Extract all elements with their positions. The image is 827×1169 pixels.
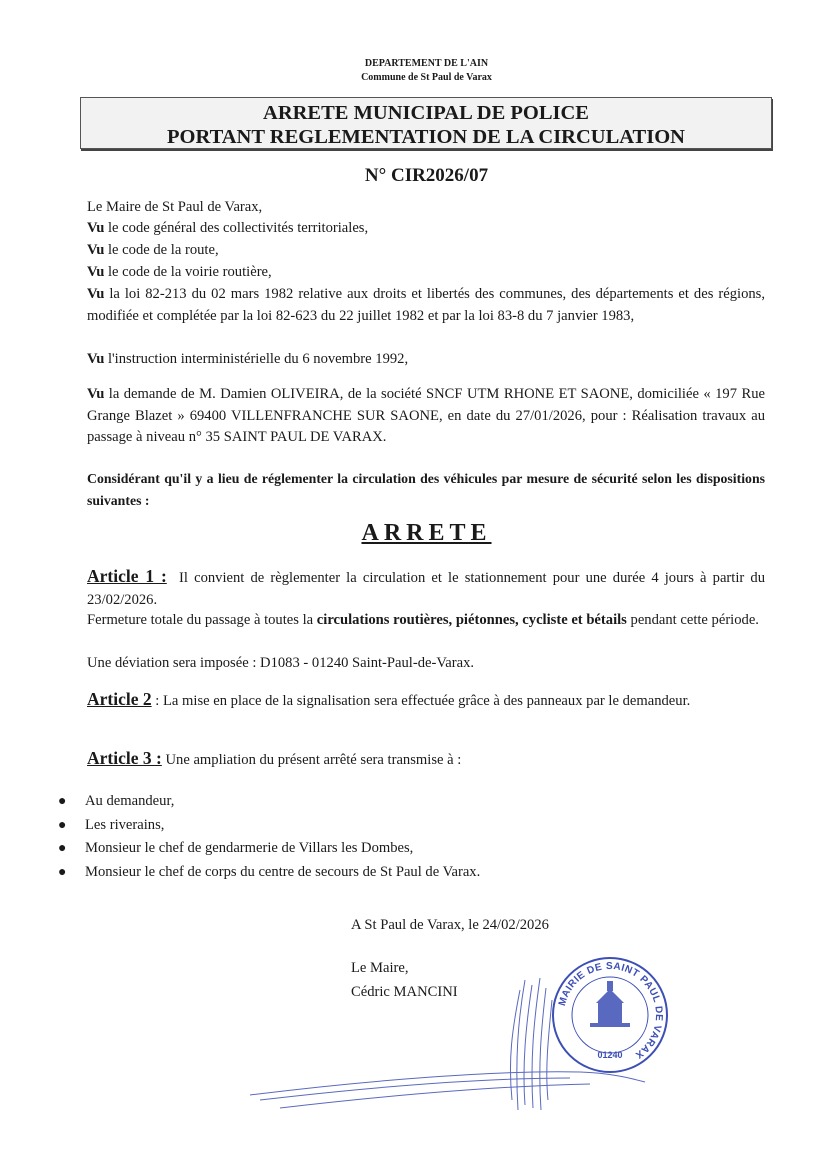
closure-pre: Fermeture totale du passage à toutes la [87,612,314,628]
vu-text: le code de la route, [107,242,219,258]
bullet-icon: ● [58,864,67,880]
list-item [58,837,480,861]
article-2-colon: : [155,693,160,709]
article-2 [87,689,765,713]
list-item [58,861,480,885]
recipient-text: Monsieur le chef de gendarmerie de Villars les Dombes, [85,840,414,856]
vu-text: la loi 82-213 du 02 mars 1982 relative aux droits et libertés des communes, des départements et des régions, modifiée et complétée par la loi 82-623 du 22 juillet 1982 et par la loi 83-8 du 7 janvier 1983, [87,286,765,324]
official-stamp [550,955,670,1075]
vu-text: l'instruction interministérielle du 6 novembre 1992, [107,351,409,367]
vu-line-5 [87,349,408,371]
recipient-text: Monsieur le chef de corps du centre de secours de St Paul de Varax. [85,863,481,880]
vu-text: le code de la voirie routière, [107,264,272,280]
vu-line-3 [87,262,272,284]
signatory-role: Le Maire, [351,960,409,976]
signatory-name: Cédric MANCINI [351,984,458,1000]
preamble-mayor: Le Maire de St Paul de Varax, [87,199,263,215]
article-1-deviation: Une déviation sera imposée : D1083 - 01240 Saint-Paul-de-Varax. [87,655,475,671]
bullet-icon: ● [58,817,67,833]
vu-line-1 [87,218,368,240]
commune-header: Commune de St Paul de Varax [361,72,492,83]
title-line-2: PORTANT REGLEMENTATION DE LA CIRCULATION [167,126,685,148]
vu-text: la demande de M. Damien OLIVEIRA, de la société SNCF UTM RHONE ET SAONE, domiciliée « 197 Rue Grange Blazet » 69400 VILLENFRANCHE SUR SAONE, en date du 27/01/2026, pour : Réalisation travaux au passage à niveau n° 35 SAINT PAUL DE VARAX. [87,386,765,445]
vu-label: Vu [87,286,105,302]
bullet-icon: ● [58,794,67,809]
vu-label: Vu [87,220,105,236]
article-3 [87,748,461,772]
article-3-label: Article 3 : [87,748,162,768]
article-2-label: Article 2 [87,689,152,709]
article-1-label: Article 1 : [87,566,167,586]
department-header: DEPARTEMENT DE L'AIN [364,58,489,69]
considerant: Considérant qu'il y a lieu de réglementer la circulation des véhicules par mesure de sécurité selon les dispositions suivantes : [87,471,765,508]
vu-label: Vu [87,242,105,258]
recipient-text: Au demandeur, [85,793,175,809]
closure-post: pendant cette période. [630,612,759,628]
article-3-text: Une ampliation du présent arrêté sera transmise à : [165,752,462,768]
bullet-icon: ● [58,841,67,856]
list-item [58,790,480,814]
vu-text: le code général des collectivités territoriales, [107,220,369,236]
title-line-1: ARRETE MUNICIPAL DE POLICE [263,102,589,124]
svg-text:01240: 01240 [597,1050,623,1060]
vu-line-2 [87,240,219,262]
vu-line-6 [87,384,765,449]
recipient-text: Les riverains, [85,816,165,833]
article-2-text: La mise en place de la signalisation sera effectuée grâce à des panneaux par le demandeur. [163,693,691,709]
arrete-heading: ARRETE [361,520,492,546]
closure-bold: circulations routières, piétonnes, cycliste et bétails [316,612,627,628]
arrete-number: N° CIR2026/07 [364,165,489,186]
article-1 [87,566,765,611]
recipients-list [58,790,480,884]
title-box [80,97,772,149]
place-date: A St Paul de Varax, le 24/02/2026 [351,917,549,933]
vu-line-4 [87,284,765,327]
article-1-text: Il convient de règlementer la circulation et le stationnement pour une durée 4 jours à partir du 23/02/2026. [87,570,765,608]
list-item [58,814,480,838]
vu-label: Vu [87,351,105,367]
svg-text:MAIRIE DE SAINT PAUL DE VARAX: MAIRIE DE SAINT PAUL DE VARAX [556,960,665,1061]
vu-label: Vu [87,386,105,402]
vu-label: Vu [87,264,105,280]
article-1-closure [87,610,765,632]
